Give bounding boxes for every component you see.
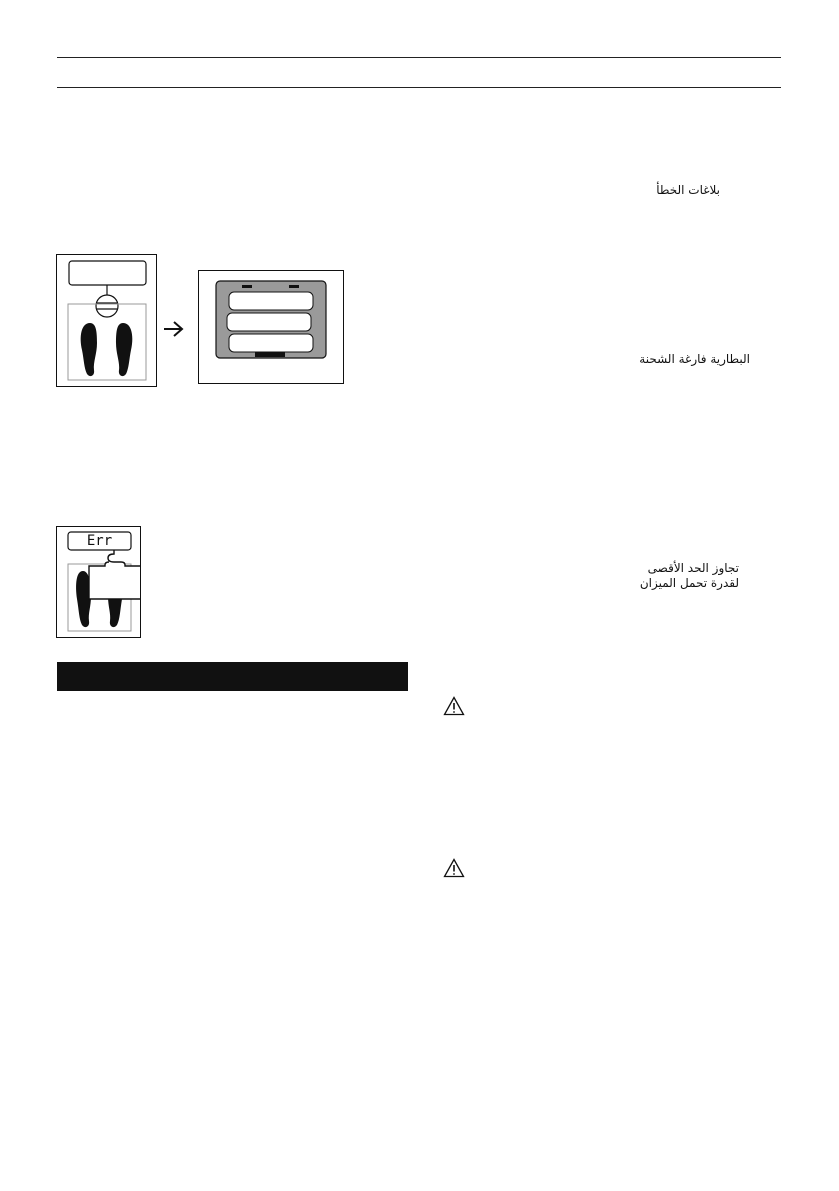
header-rule-bottom	[57, 87, 781, 88]
battery-compartment-figure	[198, 270, 344, 384]
battery-empty-heading: البطارية فارغة الشحنة	[639, 352, 750, 366]
scale-low-battery-figure	[56, 254, 157, 387]
warning-triangle-icon	[443, 858, 465, 878]
footprints-icon	[81, 323, 133, 376]
header-rule-top	[57, 57, 781, 58]
arrow-right-icon	[162, 320, 186, 338]
scale-overload-figure	[56, 526, 141, 638]
overload-heading-line2: لقدرة تحمل الميزان	[639, 576, 739, 590]
warning-triangle-icon	[443, 696, 465, 716]
overload-heading	[640, 561, 739, 591]
battery-icon	[227, 292, 313, 352]
err-display-text: Err	[86, 533, 113, 549]
error-messages-heading: بلاغات الخطأ	[656, 183, 720, 197]
overload-heading-line1: تجاوز الحد الأقصى	[647, 561, 739, 575]
section-heading-bar	[57, 662, 408, 691]
